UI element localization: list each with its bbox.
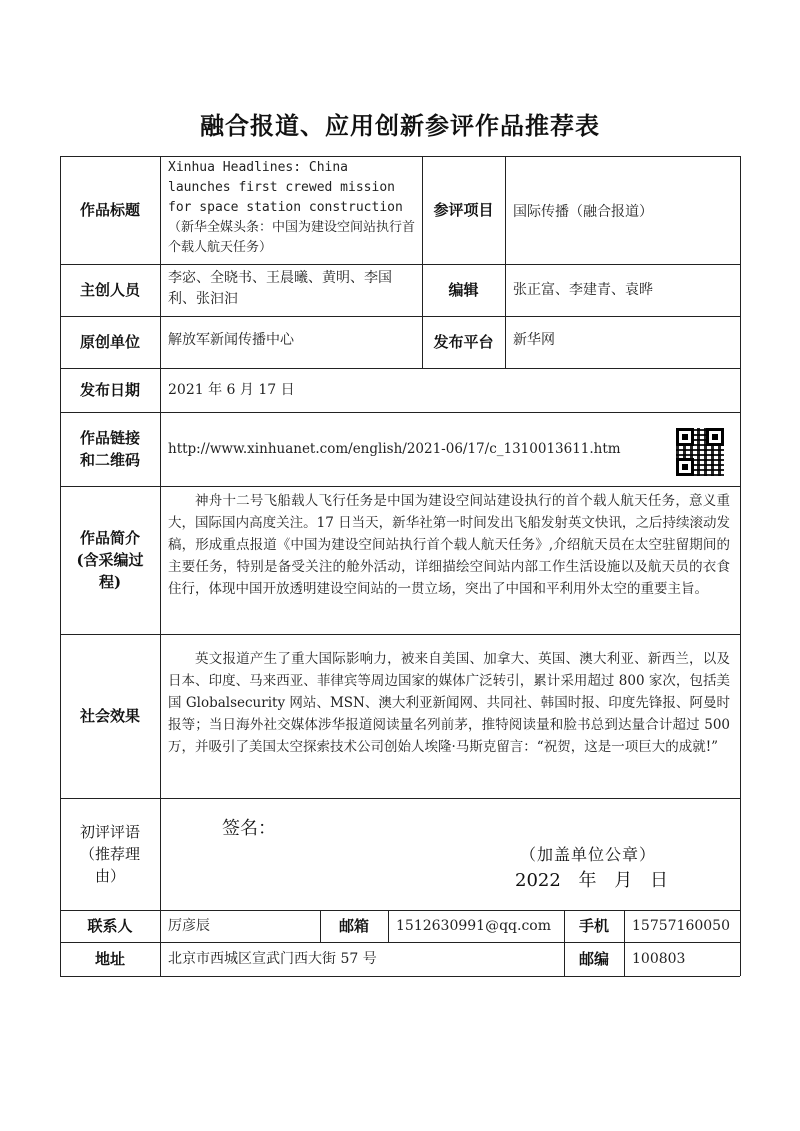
summary-label-line3: 程): [98, 573, 122, 591]
table-border-bottom: [60, 976, 740, 977]
summary-label-line1: 作品简介: [79, 529, 140, 547]
row-divider: [60, 798, 740, 799]
address-value: 北京市西城区宣武门西大街 57 号: [168, 950, 377, 967]
editors-label: 编辑: [448, 281, 479, 299]
creators-label: 主创人员: [79, 281, 140, 299]
table-border-right: [740, 156, 741, 976]
review-label-line2: （推荐理: [79, 845, 140, 863]
postcode-label: 邮编: [578, 950, 609, 968]
phone-value: 15757160050: [632, 917, 730, 934]
category-value: 国际传播（融合报道）: [513, 204, 653, 220]
origin-unit-value: 解放军新闻传播中心: [168, 332, 294, 348]
signature-label: 签名：: [222, 818, 276, 839]
publish-date-label: 发布日期: [79, 381, 140, 399]
social-effect-label: 社会效果: [79, 707, 140, 725]
work-url[interactable]: http://www.xinhuanet.com/english/2021-06/17/c_1310013611.htm: [168, 440, 621, 457]
review-date: 2022 年 月 日: [515, 870, 668, 891]
origin-unit-label: 原创单位: [79, 333, 140, 351]
email-label: 邮箱: [338, 917, 369, 935]
category-label: 参评项目: [433, 201, 494, 219]
address-label: 地址: [94, 950, 125, 968]
review-label-line3: 由）: [94, 867, 125, 885]
postcode-value: 100803: [632, 950, 686, 967]
qr-finder: [676, 428, 694, 446]
form-title: 融合报道、应用创新参评作品推荐表: [200, 111, 600, 140]
social-effect-text: 英文报道产生了重大国际影响力，被来自美国、加拿大、英国、澳大利亚、新西兰，以及日本、印度、马来西亚、菲律宾等周边国家的媒体广泛转引，累计采用超过 800 家次，包括美国 Globalsecurity 网站、MSN、澳大利亚新闻网、共同社、韩国时报、印度先锋报、阿曼时报等；当日海外社交媒体涉华报道阅读量名列前茅，推特阅读量和脸书总到达量合计超过 500 万，并吸引了美国太空探索技术公司创始人埃隆·马斯克留言：“祝贺，这是一项巨大的成就!”: [168, 651, 730, 755]
review-label-line1: 初评评语: [79, 823, 140, 841]
work-title-label: 作品标题: [79, 201, 140, 219]
email-value[interactable]: 1512630991@qq.com: [396, 917, 551, 934]
link-label-line1: 作品链接: [79, 429, 140, 447]
editors-value: 张正富、李建青、袁晔: [513, 281, 653, 298]
review-label: [60, 798, 160, 910]
phone-label: 手机: [578, 917, 609, 935]
qr-finder: [706, 428, 724, 446]
work-title-value: Xinhua Headlines: China launches first crewed mission for space station construction（新华全媒头条：中国为建设空间站执行首个载人航天任务）: [168, 160, 416, 255]
contact-label: 联系人: [87, 917, 133, 935]
seal-note: （加盖单位公章）: [520, 845, 657, 864]
platform-value: 新华网: [513, 332, 555, 348]
link-label: [60, 412, 160, 486]
summary-label: [60, 486, 160, 634]
platform-label: 发布平台: [433, 333, 494, 351]
link-label-line2: 和二维码: [79, 451, 140, 469]
qr-finder: [676, 458, 694, 476]
publish-date-value: 2021 年 6 月 17 日: [168, 381, 295, 398]
summary-text: 神舟十二号飞船载人飞行任务是中国为建设空间站建设执行的首个载人航天任务，意义重大，国际国内高度关注。17 日当天，新华社第一时间发出飞船发射英文快讯，之后持续滚动发稿，形成重点报道《中国为建设空间站执行首个载人航天任务》,介绍航天员在太空驻留期间的主要任务，特别是备受关注的舱外活动，详细描绘空间站内部工作生活设施以及航天员的衣食住行，体现中国开放透明建设空间站的一贯立场，突出了中国和平利用外太空的重要主旨。: [168, 493, 730, 597]
summary-label-line2: (含采编过: [76, 551, 144, 569]
contact-value: 厉彦辰: [168, 917, 210, 934]
qr-code-icon: [676, 428, 724, 476]
creators-value: 李宓、全晓书、王晨曦、黄明、李国利、张汩汩: [168, 270, 392, 307]
